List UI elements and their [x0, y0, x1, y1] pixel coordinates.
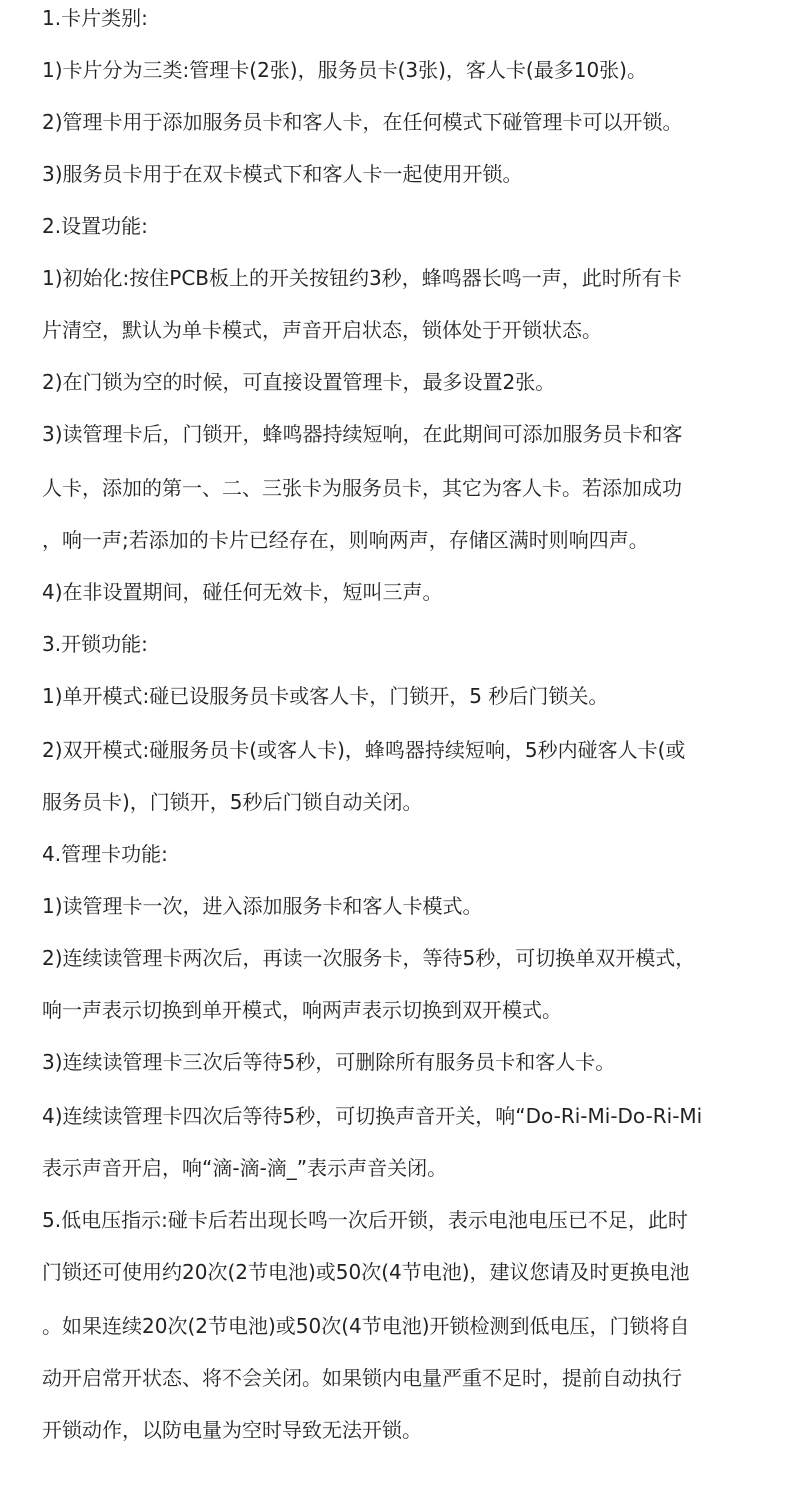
paragraph-line: 4)连续读管理卡四次后等待5秒，可切换声音开关，响“Do-Ri-Mi-Do-Ri-Mi	[42, 1104, 703, 1128]
paragraph-line: 。如果连续20次(2节电池)或50次(4节电池)开锁检测到低电压，门锁将自	[42, 1314, 690, 1338]
paragraph-line: 1)初始化:按住PCB板上的开关按钮约3秒，蜂鸣器长鸣一声，此时所有卡	[42, 266, 682, 290]
paragraph-line: 1)单开模式:碰已设服务员卡或客人卡，门锁开，5 秒后门锁关。	[42, 684, 609, 708]
paragraph-line: 4)在非设置期间，碰任何无效卡，短叫三声。	[42, 580, 443, 604]
section-heading-low-voltage: 5.低电压指示:碰卡后若出现长鸣一次后开锁，表示电池电压已不足，此时	[42, 1208, 688, 1232]
paragraph-line: 2)在门锁为空的时候，可直接设置管理卡，最多设置2张。	[42, 370, 556, 394]
paragraph-line: 3)服务员卡用于在双卡模式下和客人卡一起使用开锁。	[42, 162, 523, 186]
paragraph-line: 片清空，默认为单卡模式，声音开启状态，锁体处于开锁状态。	[42, 318, 602, 342]
section-heading-unlock: 3.开锁功能:	[42, 632, 148, 656]
paragraph-line: ，响一声;若添加的卡片已经存在，则响两声，存储区满时则响四声。	[42, 528, 649, 552]
section-heading-card-types: 1.卡片类别:	[42, 6, 148, 30]
paragraph-line: 3)连续读管理卡三次后等待5秒，可删除所有服务员卡和客人卡。	[42, 1050, 616, 1074]
paragraph-line: 2)管理卡用于添加服务员卡和客人卡，在任何模式下碰管理卡可以开锁。	[42, 110, 683, 134]
paragraph-line: 3)读管理卡后，门锁开，蜂鸣器持续短响，在此期间可添加服务员卡和客	[42, 422, 683, 446]
paragraph-line: 动开启常开状态、将不会关闭。如果锁内电量严重不足时，提前自动执行	[42, 1366, 682, 1390]
paragraph-line: 1)读管理卡一次，进入添加服务卡和客人卡模式。	[42, 894, 483, 918]
paragraph-line: 1)卡片分为三类:管理卡(2张)，服务员卡(3张)，客人卡(最多10张)。	[42, 58, 647, 82]
paragraph-line: 响一声表示切换到单开模式，响两声表示切换到双开模式。	[42, 998, 562, 1022]
paragraph-line: 表示声音开启，响“滴-滴-滴_”表示声音关闭。	[42, 1156, 448, 1180]
paragraph-line: 人卡，添加的第一、二、三张卡为服务员卡，其它为客人卡。若添加成功	[42, 476, 682, 500]
paragraph-line: 服务员卡)，门锁开，5秒后门锁自动关闭。	[42, 790, 423, 814]
section-heading-settings: 2.设置功能:	[42, 214, 148, 238]
paragraph-line: 门锁还可使用约20次(2节电池)或50次(4节电池)，建议您请及时更换电池	[42, 1260, 690, 1284]
section-heading-master-card: 4.管理卡功能:	[42, 842, 168, 866]
paragraph-line: 2)双开模式:碰服务员卡(或客人卡)，蜂鸣器持续短响，5秒内碰客人卡(或	[42, 738, 686, 762]
paragraph-line: 2)连续读管理卡两次后，再读一次服务卡，等待5秒，可切换单双开模式，	[42, 946, 696, 970]
paragraph-line: 开锁动作，以防电量为空时导致无法开锁。	[42, 1418, 422, 1442]
